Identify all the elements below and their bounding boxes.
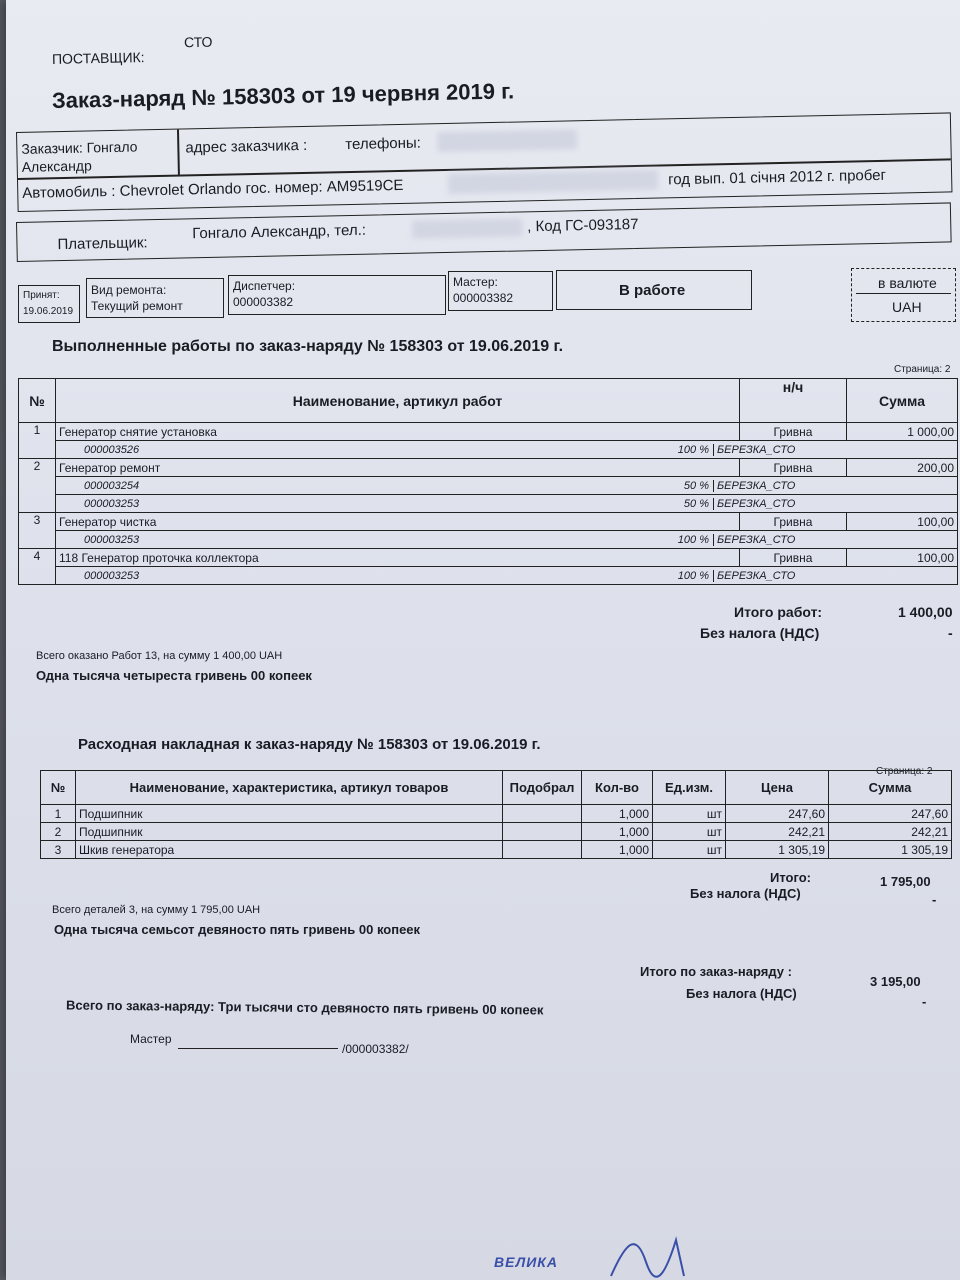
goods-tax-label: Без налога (НДС) (690, 886, 801, 901)
repair-label: Вид ремонта: (91, 283, 167, 297)
work-pct: 50 % (683, 497, 709, 510)
document-title: Заказ-наряд № 158303 от 19 червня 2019 г. (51, 78, 515, 113)
row-number: 3 (41, 841, 76, 859)
goods-name: Подшипник (76, 823, 503, 841)
signature-line (178, 1048, 338, 1049)
table-subrow (19, 567, 958, 585)
phones-label: телефоны: (345, 134, 422, 154)
col-no: № (41, 771, 76, 805)
executor-cell (56, 495, 958, 513)
work-sum: 1 000,00 (847, 423, 958, 441)
car-line: Автомобиль : Chevrolet Orlando гос. номер: AM9519CE (22, 176, 404, 202)
goods-qty: 1,000 (582, 841, 653, 859)
repair-type-box (86, 278, 224, 318)
order-tax-value: - (922, 994, 927, 1009)
master-label: Мастер: (453, 275, 498, 289)
table-row (19, 459, 958, 477)
goods-words: Одна тысяча семьсот девяносто пять гривень 00 копеек (54, 922, 421, 937)
accepted-value: 19.06.2019 (23, 306, 74, 317)
table-row (41, 841, 952, 859)
work-executor: БЕРЕЗКА_СТО (713, 480, 957, 492)
goods-body (41, 805, 952, 859)
work-code: 000003253 (84, 497, 140, 510)
redacted-phone (412, 218, 522, 238)
work-code: 000003253 (84, 533, 140, 546)
goods-tax-value: - (932, 892, 937, 907)
currency-box (851, 268, 956, 322)
table-row (19, 513, 958, 531)
goods-total-value: 1 795,00 (880, 874, 931, 889)
goods-sum: 247,60 (829, 805, 952, 823)
payer-name: Гонгало Александр, тел.: (192, 221, 367, 243)
col-no: № (19, 379, 56, 423)
master-value: 000003382 (453, 291, 514, 305)
customer-box (16, 112, 952, 212)
executor-cell (56, 441, 958, 459)
works-title: Выполненные работы по заказ-наряду № 158303 от 19.06.2019 г. (52, 338, 564, 355)
customer-name: Александр (21, 157, 92, 175)
work-code: 000003253 (84, 569, 140, 582)
year-line: год вып. 01 січня 2012 г. пробег (667, 166, 887, 189)
col-sum: Сумма (829, 771, 952, 805)
works-total-label: Итого работ: (734, 604, 823, 620)
dispatcher-box (228, 275, 446, 315)
works-page: Страница: 2 (894, 364, 951, 375)
work-sum: 100,00 (847, 513, 958, 531)
executor-cell (56, 477, 958, 495)
goods-summary: Всего деталей 3, на сумму 1 795,00 UAH (52, 904, 261, 916)
status-text: В работе (619, 282, 686, 299)
stamp-text: ВЕЛИКА (494, 1254, 559, 1270)
table-subrow (19, 531, 958, 549)
col-picked: Подобрал (503, 771, 582, 805)
divider (177, 130, 179, 175)
table-row (41, 823, 952, 841)
goods-unit: шт (653, 823, 726, 841)
goods-price: 1 305,19 (726, 841, 829, 859)
goods-name: Подшипник (76, 805, 503, 823)
work-pct: 50 % (683, 479, 709, 492)
accepted-label: Принят: (23, 290, 60, 301)
col-name: Наименование, характеристика, артикул товаров (76, 771, 503, 805)
goods-title: Расходная накладная к заказ-наряду № 158303 от 19.06.2019 г. (78, 736, 541, 753)
col-nh: н/ч (740, 379, 847, 423)
goods-picked (503, 841, 582, 859)
executor-cell (56, 531, 958, 549)
redacted-vin (448, 170, 658, 194)
document-page (6, 0, 960, 1280)
payer-label: Плательщик: (57, 234, 148, 254)
work-pct: 100 % (677, 443, 709, 456)
payer-box (16, 202, 952, 262)
address-label: адрес заказчика : (185, 136, 308, 157)
order-tax-label: Без налога (НДС) (686, 986, 797, 1001)
dispatcher-label: Диспетчер: (233, 279, 296, 293)
master-box (448, 271, 553, 311)
supplier-value: СТО (183, 33, 213, 51)
col-unit: Ед.изм. (653, 771, 726, 805)
work-name: Генератор снятие установка (56, 423, 740, 441)
table-subrow (19, 441, 958, 459)
signature-scribble (606, 1232, 696, 1280)
work-name: Генератор чистка (56, 513, 740, 531)
goods-total-label: Итого: (770, 870, 811, 885)
table-row (41, 805, 952, 823)
dispatcher-value: 000003382 (233, 295, 294, 309)
payer-code: , Код ГС-093187 (527, 215, 639, 236)
repair-value: Текущий ремонт (91, 299, 183, 313)
goods-page: Страница: 2 (876, 766, 933, 777)
work-executor: БЕРЕЗКА_СТО (713, 444, 957, 456)
works-tax-value: - (948, 625, 953, 641)
currency-label: в валюте (878, 275, 937, 291)
col-sum: Сумма (847, 379, 958, 423)
goods-picked (503, 805, 582, 823)
status-box (556, 270, 752, 310)
accepted-box (18, 285, 80, 323)
supplier-label: ПОСТАВЩИК: (51, 49, 145, 67)
order-total-words: Всего по заказ-наряду: Три тысячи сто девяносто пять гривень 00 копеек (65, 997, 544, 1018)
work-executor: БЕРЕЗКА_СТО (713, 570, 957, 582)
works-tax-label: Без налога (НДС) (700, 625, 820, 641)
redacted-phone (437, 129, 577, 152)
work-executor: БЕРЕЗКА_СТО (713, 534, 957, 546)
work-code: 000003254 (84, 479, 140, 492)
works-body (19, 423, 958, 585)
master-sign-label: Мастер (130, 1032, 172, 1046)
works-summary: Всего оказано Работ 13, на сумму 1 400,00 UAH (36, 650, 283, 662)
col-name: Наименование, артикул работ (56, 379, 740, 423)
works-words: Одна тысяча четыреста гривень 00 копеек (36, 668, 312, 683)
row-number: 4 (19, 549, 56, 585)
row-number: 3 (19, 513, 56, 549)
executor-cell (56, 567, 958, 585)
work-code: 000003526 (84, 443, 140, 456)
work-name: 118 Генератор проточка коллектора (56, 549, 740, 567)
row-number: 2 (19, 459, 56, 513)
row-number: 2 (41, 823, 76, 841)
goods-qty: 1,000 (582, 823, 653, 841)
goods-sum: 242,21 (829, 823, 952, 841)
goods-unit: шт (653, 841, 726, 859)
goods-sum: 1 305,19 (829, 841, 952, 859)
goods-unit: шт (653, 805, 726, 823)
work-pct: 100 % (677, 569, 709, 582)
goods-price: 242,21 (726, 823, 829, 841)
row-number: 1 (19, 423, 56, 459)
work-unit: Гривна (740, 459, 847, 477)
work-sum: 200,00 (847, 459, 958, 477)
work-pct: 100 % (677, 533, 709, 546)
table-subrow (19, 477, 958, 495)
works-table (18, 378, 958, 585)
work-sum: 100,00 (847, 549, 958, 567)
order-total-value: 3 195,00 (870, 974, 921, 989)
work-unit: Гривна (740, 423, 847, 441)
goods-picked (503, 823, 582, 841)
goods-name: Шкив генератора (76, 841, 503, 859)
work-executor: БЕРЕЗКА_СТО (713, 498, 957, 510)
works-total-value: 1 400,00 (898, 604, 953, 620)
table-subrow (19, 495, 958, 513)
divider (856, 293, 951, 294)
table-row (19, 423, 958, 441)
table-row (19, 549, 958, 567)
col-price: Цена (726, 771, 829, 805)
master-code: /000003382/ (342, 1042, 409, 1056)
goods-qty: 1,000 (582, 805, 653, 823)
col-qty: Кол-во (582, 771, 653, 805)
order-total-label: Итого по заказ-наряду : (640, 964, 792, 979)
currency-value: UAH (892, 299, 922, 315)
goods-price: 247,60 (726, 805, 829, 823)
customer-label: Заказчик: Гонгало (21, 138, 138, 157)
work-name: Генератор ремонт (56, 459, 740, 477)
row-number: 1 (41, 805, 76, 823)
goods-table (40, 770, 952, 859)
work-unit: Гривна (740, 513, 847, 531)
work-unit: Гривна (740, 549, 847, 567)
